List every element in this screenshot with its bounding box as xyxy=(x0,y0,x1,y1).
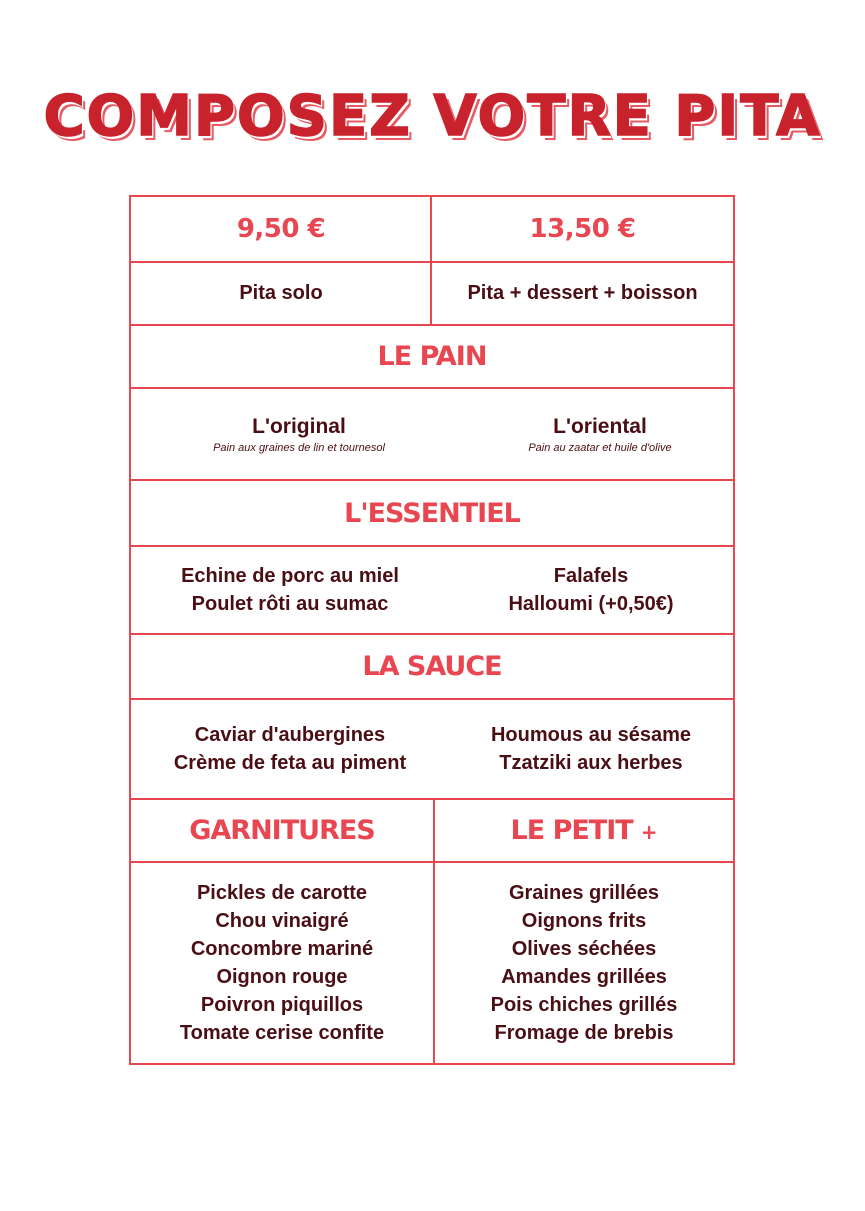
section-garnitures-header xyxy=(131,800,433,861)
section-heading: GARNITURES xyxy=(189,815,375,846)
list-item: Poivron piquillos xyxy=(200,994,364,1016)
garnitures-list xyxy=(131,863,433,1063)
price-solo: 9,50 € xyxy=(236,214,326,244)
list-item: Tomate cerise confite xyxy=(179,1022,385,1044)
list-item: Pois chiches grillés xyxy=(490,994,678,1016)
formula-menu-cell xyxy=(432,263,733,324)
list-item: Oignon rouge xyxy=(216,966,348,988)
section-pain-header xyxy=(131,326,733,387)
price-menu: 13,50 € xyxy=(529,214,636,244)
list-item: Poulet rôti au sumac xyxy=(191,593,389,615)
bread-option xyxy=(467,389,733,479)
list-item: Amandes grillées xyxy=(501,966,667,988)
bread-option xyxy=(131,389,467,479)
section-heading: LA SAUCE xyxy=(362,651,502,682)
list-item: Houmous au sésame xyxy=(490,724,692,746)
petit-plus-list xyxy=(435,863,733,1063)
price-solo-cell xyxy=(131,197,431,261)
bread-name: L'oriental xyxy=(553,415,647,438)
section-heading: LE PETIT + xyxy=(510,815,658,846)
section-essentiel-header xyxy=(131,481,733,545)
list-item: Pickles de carotte xyxy=(196,882,368,904)
menu-table xyxy=(129,195,735,1065)
formula-solo: Pita solo xyxy=(239,282,323,304)
price-menu-cell xyxy=(432,197,733,261)
section-heading: LE PAIN xyxy=(377,341,487,372)
list-item: Halloumi (+0,50€) xyxy=(508,593,674,615)
list-item: Caviar d'aubergines xyxy=(194,724,386,746)
section-sauce-header xyxy=(131,635,733,698)
list-item: Oignons frits xyxy=(521,910,647,932)
formula-menu: Pita + dessert + boisson xyxy=(467,282,698,304)
list-item: Crème de feta au piment xyxy=(173,752,407,774)
page-title: COMPOSEZ VOTRE PITA xyxy=(43,84,822,149)
sauce-left-list xyxy=(131,700,449,798)
list-item: Echine de porc au miel xyxy=(181,565,399,587)
list-item: Olives séchées xyxy=(511,938,657,960)
essentiel-right-list xyxy=(449,547,733,633)
bread-description: Pain aux graines de lin et tournesol xyxy=(213,442,385,454)
list-item: Falafels xyxy=(553,565,629,587)
bread-name: L'original xyxy=(252,415,346,438)
essentiel-left-list xyxy=(131,547,449,633)
sauce-right-list xyxy=(449,700,733,798)
section-petit-plus-header xyxy=(435,800,733,861)
list-item: Graines grillées xyxy=(508,882,660,904)
section-heading: L'ESSENTIEL xyxy=(344,497,520,529)
bread-description: Pain au zaatar et huile d'olive xyxy=(528,442,672,454)
list-item: Concombre mariné xyxy=(190,938,374,960)
list-item: Fromage de brebis xyxy=(494,1022,674,1044)
list-item: Chou vinaigré xyxy=(215,910,349,932)
formula-solo-cell xyxy=(131,263,431,324)
list-item: Tzatziki aux herbes xyxy=(499,752,683,774)
